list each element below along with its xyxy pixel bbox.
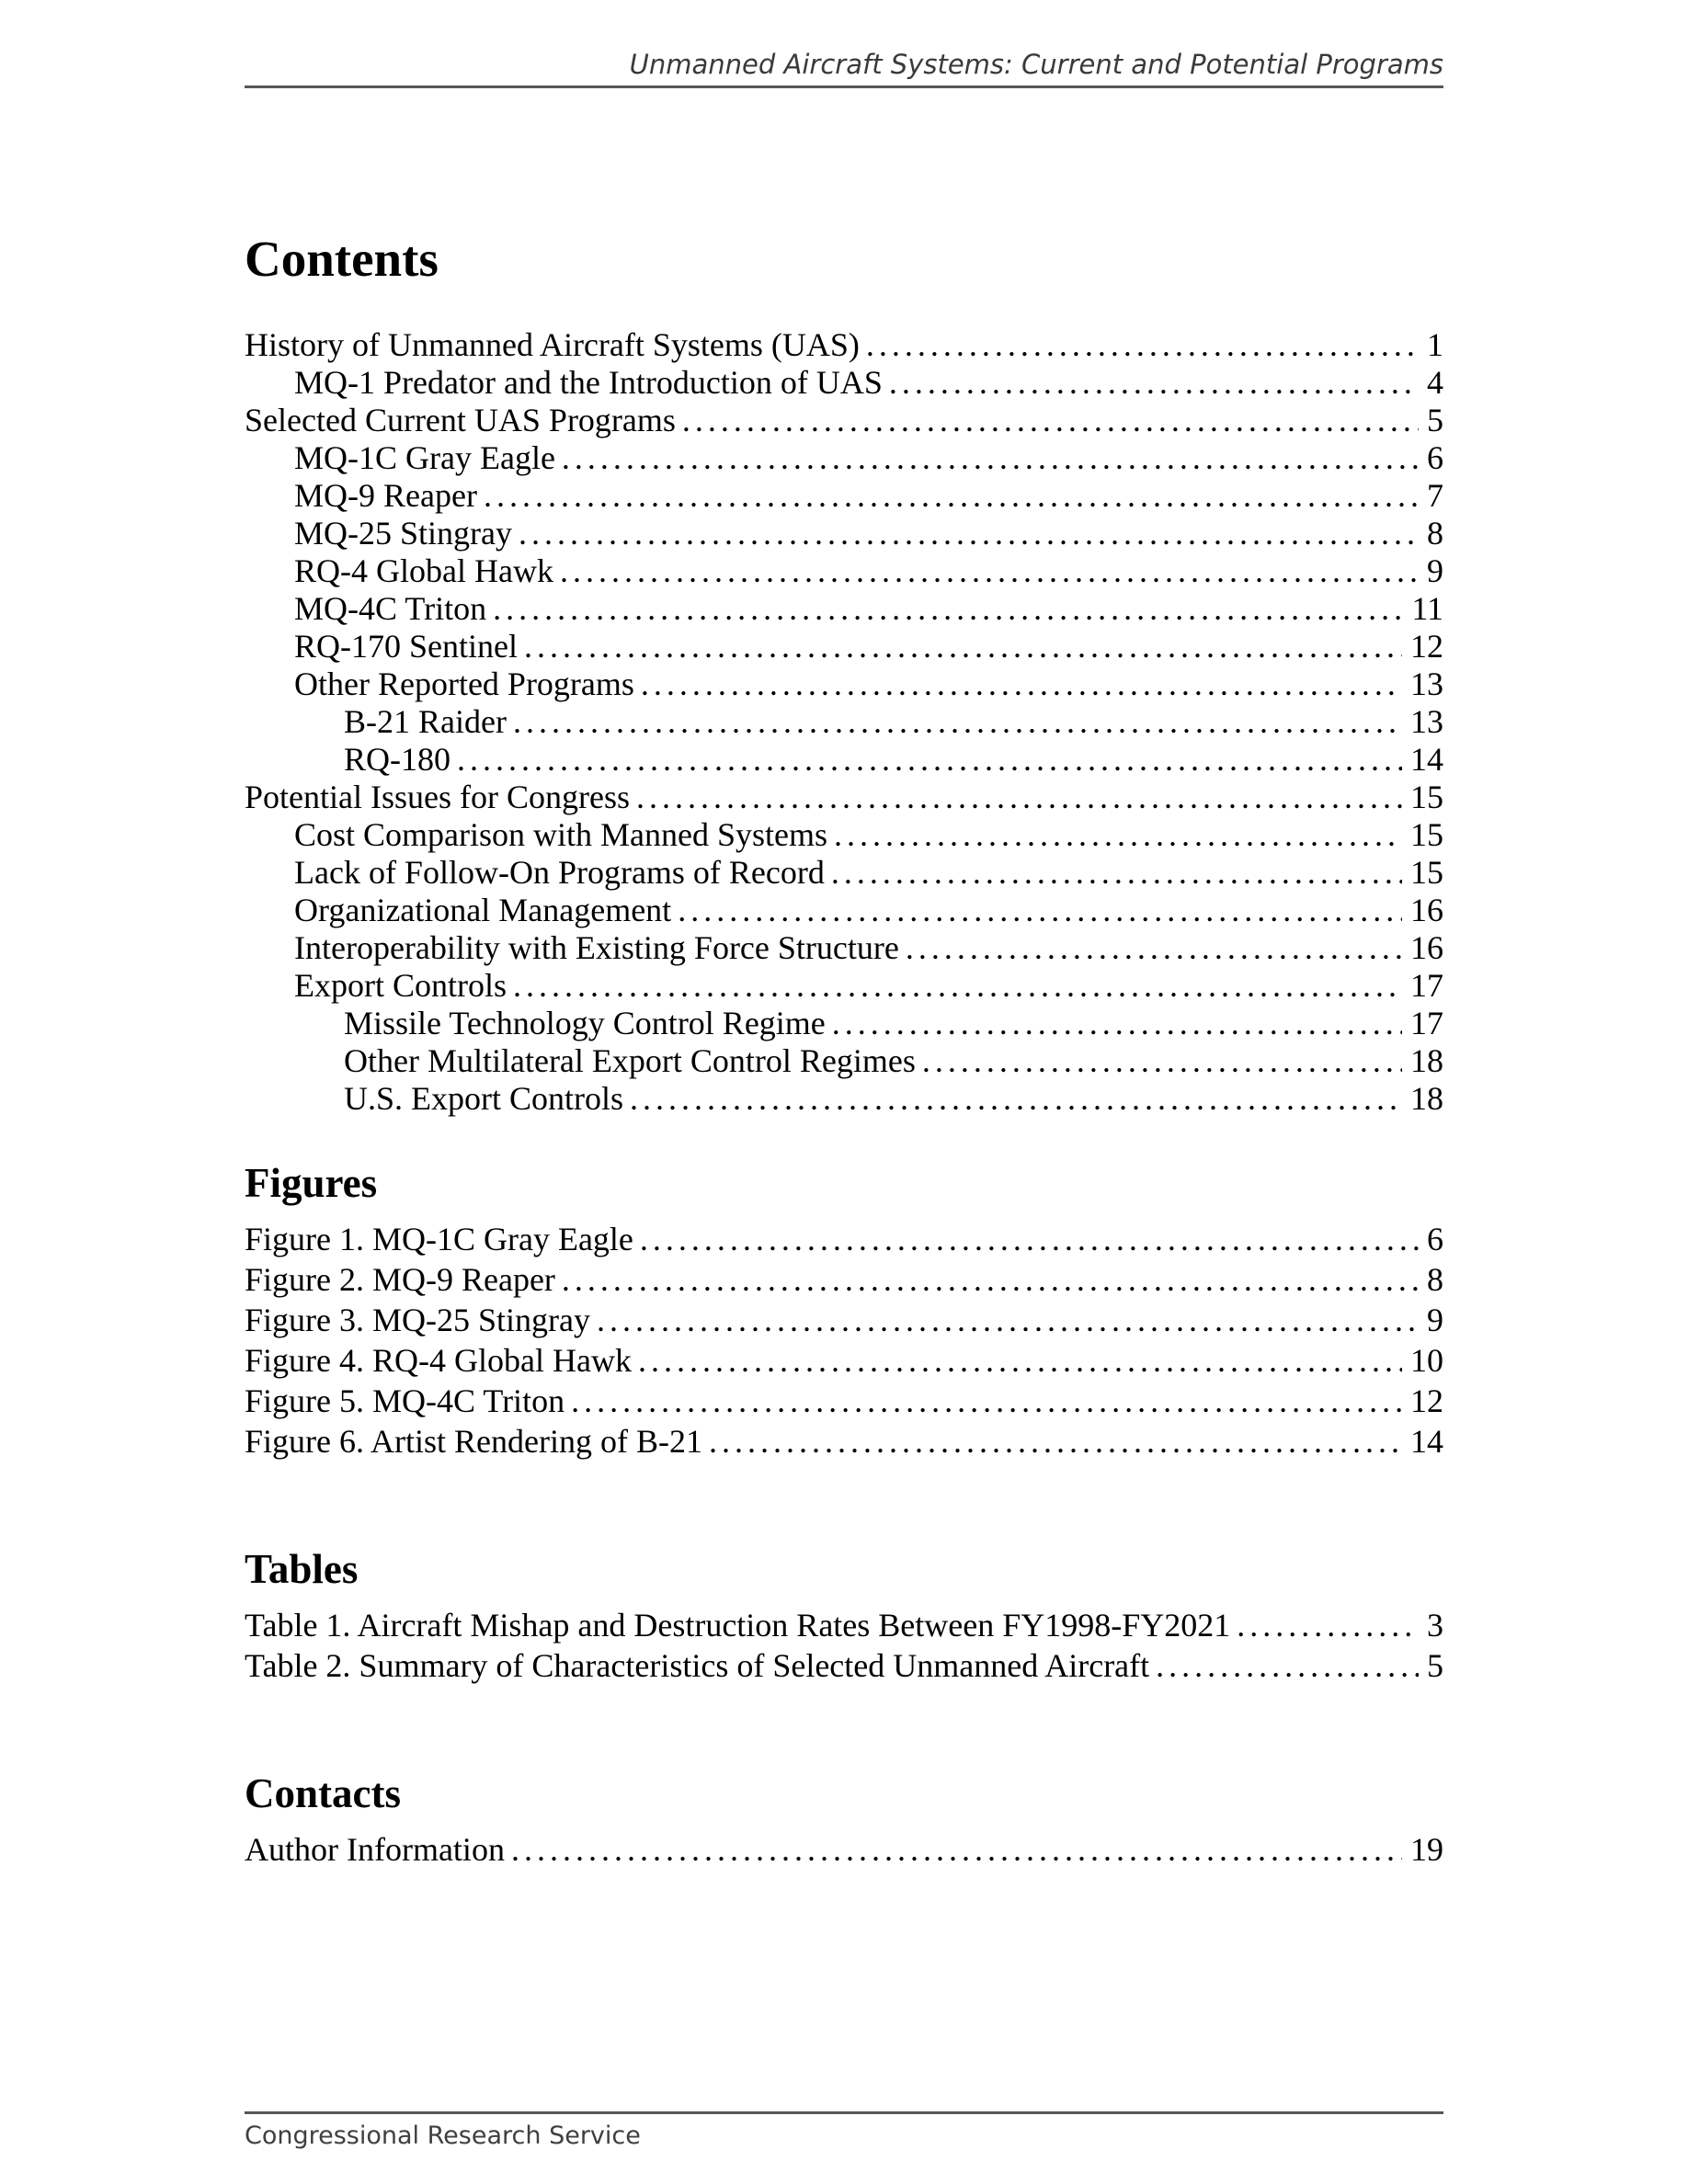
toc-entry[interactable]: [245, 1421, 1443, 1462]
toc-entry[interactable]: [245, 402, 1443, 439]
toc-entry-page-number: 18: [1410, 1080, 1443, 1117]
toc-entry[interactable]: [245, 1340, 1443, 1381]
toc-entry-label: Figure 6. Artist Rendering of B-21: [245, 1423, 702, 1460]
dot-leader: [641, 665, 1402, 703]
toc-entry-label: Figure 1. MQ-1C Gray Eagle: [245, 1221, 633, 1257]
figures-heading: Figures: [245, 1160, 378, 1206]
dot-leader: [889, 364, 1419, 402]
toc-entry-label: MQ-1C Gray Eagle: [294, 439, 555, 476]
toc-entry-page-number: 10: [1410, 1342, 1443, 1379]
figures-entry-list: [245, 1219, 1443, 1462]
toc-entry[interactable]: [245, 590, 1443, 628]
toc-entry[interactable]: [245, 364, 1443, 402]
tables-entry-list: [245, 1605, 1443, 1686]
dot-leader: [493, 590, 1403, 628]
dot-leader: [832, 1005, 1402, 1042]
dot-leader: [513, 703, 1402, 741]
toc-entry[interactable]: [245, 1259, 1443, 1300]
toc-entry-page-number: 12: [1410, 628, 1443, 665]
toc-entry-page-number: 14: [1410, 741, 1443, 778]
toc-entry[interactable]: [245, 552, 1443, 590]
toc-entry[interactable]: [245, 1219, 1443, 1259]
toc-entry-label: Missile Technology Control Regime: [344, 1005, 826, 1041]
toc-entry-label: Potential Issues for Congress: [245, 779, 630, 815]
toc-entry[interactable]: [245, 665, 1443, 703]
toc-entry-label: Other Reported Programs: [294, 665, 634, 702]
footer-org-name: Congressional Research Service: [245, 2121, 641, 2150]
page-footer: [245, 2111, 1443, 2150]
toc-entry-label: MQ-1 Predator and the Introduction of UAS: [294, 364, 883, 401]
contents-entry-list: [245, 326, 1443, 1118]
toc-entry[interactable]: [245, 929, 1443, 967]
toc-entry-label: RQ-4 Global Hawk: [294, 552, 553, 589]
toc-entry-page-number: 4: [1427, 364, 1443, 401]
toc-entry-page-number: 8: [1427, 1261, 1443, 1298]
toc-entry-page-number: 15: [1410, 779, 1443, 815]
toc-entry-label: Table 2. Summary of Characteristics of Selected Unmanned Aircraft: [245, 1647, 1150, 1684]
toc-entry[interactable]: [245, 1829, 1443, 1870]
toc-entry-label: U.S. Export Controls: [344, 1080, 624, 1117]
dot-leader: [922, 1042, 1402, 1080]
toc-entry-label: Organizational Management: [294, 892, 672, 928]
toc-entry-page-number: 15: [1410, 816, 1443, 853]
dot-leader: [524, 628, 1402, 665]
toc-entry-page-number: 5: [1427, 402, 1443, 438]
toc-entry-label: Export Controls: [294, 967, 507, 1004]
dot-leader: [678, 892, 1402, 929]
toc-entry-page-number: 6: [1427, 439, 1443, 476]
toc-entry-page-number: 8: [1427, 515, 1443, 552]
toc-entry[interactable]: [245, 779, 1443, 816]
toc-entry-page-number: 11: [1411, 590, 1443, 627]
dot-leader: [457, 741, 1402, 779]
toc-entry[interactable]: [245, 1605, 1443, 1645]
dot-leader: [511, 1829, 1402, 1870]
dot-leader: [709, 1421, 1402, 1462]
toc-entry-label: Figure 3. MQ-25 Stingray: [245, 1302, 590, 1338]
toc-entry[interactable]: [245, 967, 1443, 1005]
toc-entry[interactable]: [245, 1080, 1443, 1118]
dot-leader: [571, 1381, 1402, 1421]
toc-entry-page-number: 13: [1410, 665, 1443, 702]
page-header: [245, 48, 1443, 88]
toc-entry-label: Figure 5. MQ-4C Triton: [245, 1382, 565, 1419]
toc-entry-page-number: 15: [1410, 854, 1443, 891]
contacts-heading: Contacts: [245, 1770, 401, 1816]
toc-entry[interactable]: [245, 1005, 1443, 1042]
toc-entry[interactable]: [245, 854, 1443, 892]
contacts-entry-list: [245, 1829, 1443, 1870]
toc-entry[interactable]: [245, 741, 1443, 779]
toc-entry[interactable]: [245, 439, 1443, 477]
contents-heading: Contents: [245, 231, 439, 287]
toc-entry-label: RQ-170 Sentinel: [294, 628, 518, 665]
toc-entry-page-number: 1: [1427, 326, 1443, 363]
tables-heading: Tables: [245, 1546, 359, 1592]
toc-entry-label: Figure 2. MQ-9 Reaper: [245, 1261, 555, 1298]
toc-entry-label: B-21 Raider: [344, 703, 507, 740]
toc-entry-label: Author Information: [245, 1831, 505, 1868]
dot-leader: [831, 854, 1402, 892]
toc-entry-page-number: 13: [1410, 703, 1443, 740]
dot-leader: [562, 439, 1419, 477]
dot-leader: [640, 1219, 1419, 1259]
dot-leader: [638, 1340, 1402, 1381]
toc-entry-label: Interoperability with Existing Force Structure: [294, 929, 899, 966]
toc-entry[interactable]: [245, 816, 1443, 854]
toc-entry[interactable]: [245, 1645, 1443, 1686]
dot-leader: [560, 552, 1419, 590]
toc-entry-page-number: 18: [1410, 1042, 1443, 1079]
toc-entry[interactable]: [245, 1381, 1443, 1421]
toc-entry-label: History of Unmanned Aircraft Systems (UAS): [245, 326, 860, 363]
toc-entry-label: MQ-4C Triton: [294, 590, 487, 627]
dot-leader: [866, 326, 1419, 364]
toc-entry-label: Selected Current UAS Programs: [245, 402, 676, 438]
dot-leader: [636, 779, 1402, 816]
toc-entry-page-number: 9: [1427, 552, 1443, 589]
toc-entry-label: Lack of Follow-On Programs of Record: [294, 854, 825, 891]
dot-leader: [906, 929, 1402, 967]
toc-entry-page-number: 7: [1427, 477, 1443, 514]
dot-leader: [562, 1259, 1419, 1300]
dot-leader: [682, 402, 1419, 439]
toc-page-body: [245, 230, 1443, 1870]
dot-leader: [630, 1080, 1402, 1118]
toc-entry-page-number: 14: [1410, 1423, 1443, 1460]
toc-entry[interactable]: [245, 326, 1443, 364]
toc-entry[interactable]: [245, 628, 1443, 665]
toc-entry-label: Table 1. Aircraft Mishap and Destruction Rates Between FY1998-FY2021: [245, 1607, 1231, 1644]
dot-leader: [1237, 1605, 1419, 1645]
dot-leader: [834, 816, 1402, 854]
toc-entry-page-number: 16: [1410, 929, 1443, 966]
dot-leader: [1156, 1645, 1419, 1686]
toc-entry-label: Figure 4. RQ-4 Global Hawk: [245, 1342, 632, 1379]
toc-entry-page-number: 17: [1410, 967, 1443, 1004]
toc-entry-page-number: 19: [1410, 1831, 1443, 1868]
dot-leader: [484, 477, 1419, 515]
toc-entry[interactable]: [245, 1042, 1443, 1080]
toc-entry-page-number: 17: [1410, 1005, 1443, 1041]
toc-entry-page-number: 9: [1427, 1302, 1443, 1338]
toc-entry-label: Other Multilateral Export Control Regimes: [344, 1042, 916, 1079]
toc-entry[interactable]: [245, 892, 1443, 929]
toc-entry-page-number: 3: [1427, 1607, 1443, 1644]
toc-entry-page-number: 5: [1427, 1647, 1443, 1684]
running-head-title: Unmanned Aircraft Systems: Current and Potential Programs: [629, 49, 1443, 80]
toc-entry-label: RQ-180: [344, 741, 451, 778]
toc-entry-page-number: 16: [1410, 892, 1443, 928]
dot-leader: [513, 967, 1402, 1005]
toc-entry-label: MQ-9 Reaper: [294, 477, 477, 514]
toc-entry-label: Cost Comparison with Manned Systems: [294, 816, 828, 853]
toc-entry[interactable]: [245, 703, 1443, 741]
toc-entry[interactable]: [245, 1300, 1443, 1340]
toc-entry-label: MQ-25 Stingray: [294, 515, 512, 552]
dot-leader: [597, 1300, 1419, 1340]
dot-leader: [519, 515, 1419, 552]
toc-entry[interactable]: [245, 477, 1443, 515]
toc-entry-page-number: 6: [1427, 1221, 1443, 1257]
toc-entry[interactable]: [245, 515, 1443, 552]
toc-entry-page-number: 12: [1410, 1382, 1443, 1419]
